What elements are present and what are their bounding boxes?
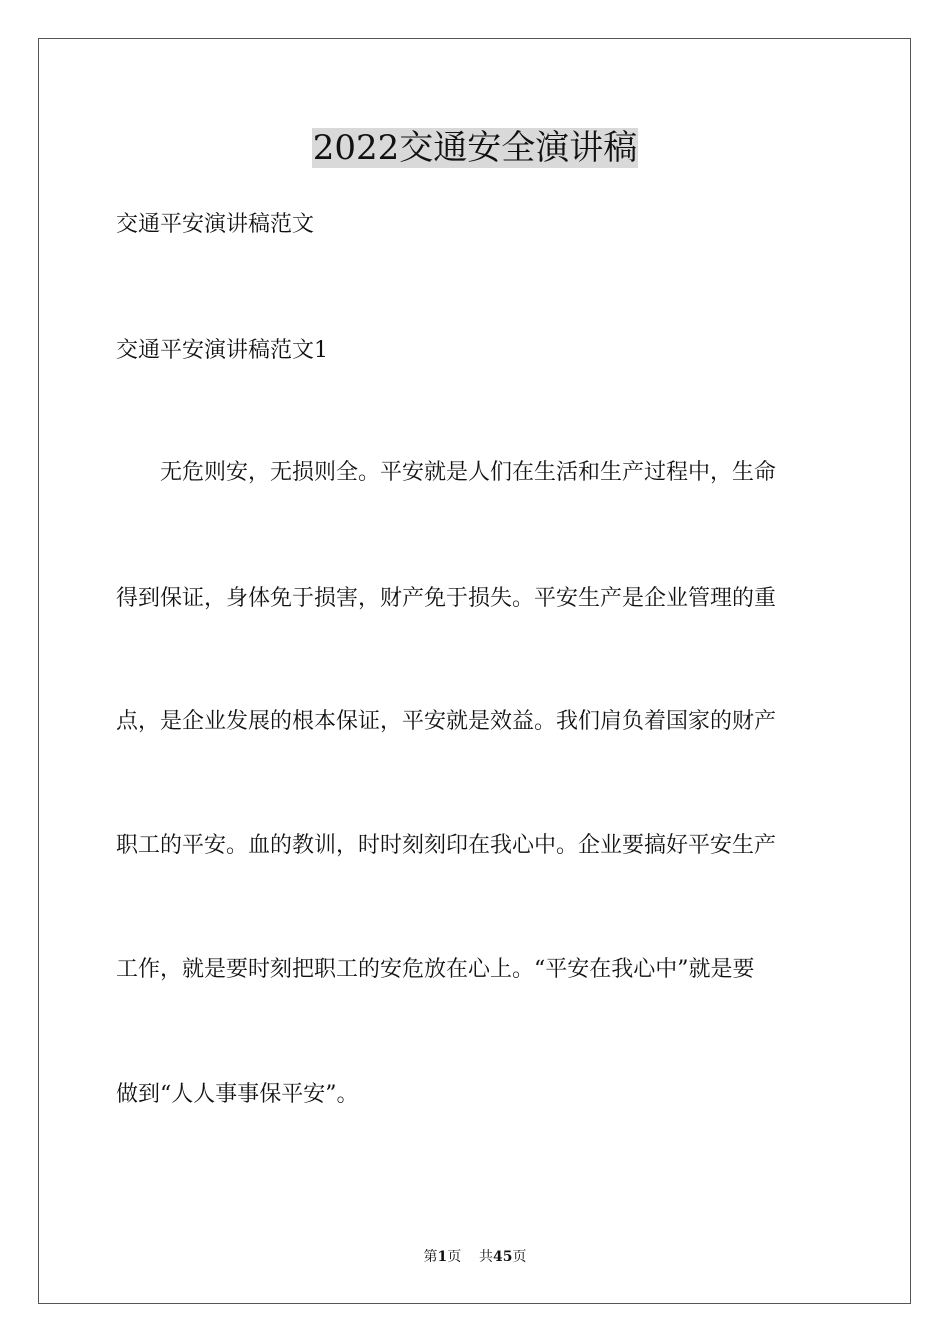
page-suffix: 页 xyxy=(447,1249,462,1265)
document-title-text: 2022交通安全演讲稿 xyxy=(312,128,638,168)
page-footer xyxy=(0,1247,950,1267)
document-subtitle: 交通平安演讲稿范文 xyxy=(116,212,315,237)
page-number: 1 xyxy=(437,1249,448,1265)
total-prefix: 共 xyxy=(479,1249,494,1265)
paragraph-line: 无危则安，无损则全。平安就是人们在生活和生产过程中，生命 xyxy=(116,460,777,485)
total-suffix: 页 xyxy=(512,1249,527,1265)
paragraph-line: 得到保证，身体免于损害，财产免于损失。平安生产是企业管理的重 xyxy=(116,586,777,611)
paragraph-line: 工作，就是要时刻把职工的安危放在心上。“平安在我心中”就是要 xyxy=(116,957,755,982)
total-pages: 45 xyxy=(493,1249,513,1265)
document-title xyxy=(0,124,950,172)
section-heading: 交通平安演讲稿范文1 xyxy=(116,338,328,363)
paragraph-line: 点，是企业发展的根本保证，平安就是效益。我们肩负着国家的财产 xyxy=(116,709,777,734)
page-prefix: 第 xyxy=(423,1249,438,1265)
paragraph-line: 职工的平安。血的教训，时时刻刻印在我心中。企业要搞好平安生产 xyxy=(116,833,777,858)
paragraph-line: 做到“人人事事保平安”。 xyxy=(116,1082,359,1107)
